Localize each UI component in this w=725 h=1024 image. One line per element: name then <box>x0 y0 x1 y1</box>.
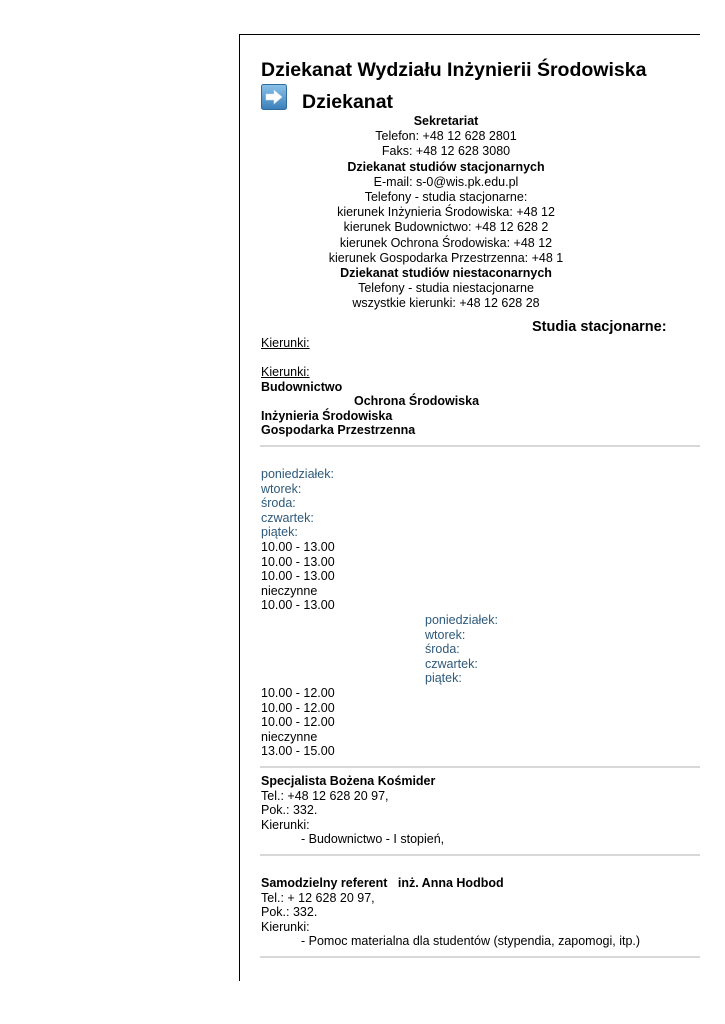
person-title: Specjalista Bożena Kośmider <box>261 774 436 788</box>
day-label: piątek: <box>261 525 298 540</box>
person-kierunki-label: Kierunki: <box>261 919 310 934</box>
person-phone: Tel.: +48 12 628 20 97, <box>261 788 389 803</box>
hours-value: nieczynne <box>261 583 318 598</box>
hours-value: nieczynne <box>261 729 318 744</box>
contact-block <box>239 114 700 312</box>
day-label: środa: <box>261 496 296 511</box>
arrow-right-icon[interactable] <box>261 84 287 110</box>
contact-line: kierunek Gospodarka Przestrzenna: +48 1 <box>328 250 564 265</box>
contact-email[interactable]: E-mail: s-0@wis.pk.edu.pl <box>373 174 519 189</box>
studia-heading: Studia stacjonarne: <box>532 319 667 335</box>
kierunki-list <box>261 365 479 438</box>
person-card <box>261 774 444 847</box>
contact-line: Telefony - studia niestacjonarne <box>358 281 534 296</box>
person-room: Pok.: 332. <box>261 905 318 920</box>
contact-line: kierunek Inżynieria Środowiska: +48 12 <box>337 205 555 220</box>
divider <box>260 445 700 447</box>
contact-line: Dziekanat studiów niestaconarnych <box>340 266 552 281</box>
kierunki-link[interactable]: Kierunki: <box>261 336 310 350</box>
day-label: wtorek: <box>425 627 466 642</box>
schedule2-hours <box>261 686 335 759</box>
contact-line: Faks: +48 12 628 3080 <box>381 144 511 159</box>
kierunek-item: Gospodarka Przestrzenna <box>261 423 416 438</box>
day-label: czwartek: <box>261 510 314 525</box>
person-kierunek-item: - Pomoc materialna dla studentów (stypendia, zapomogi, itp.) <box>301 934 641 949</box>
schedule-stacjonarne <box>261 467 335 613</box>
contact-line: Dziekanat studiów stacjonarnych <box>347 159 545 174</box>
day-label: poniedziałek: <box>425 613 498 627</box>
hours-value: 10.00 - 12.00 <box>261 686 335 700</box>
contact-line: kierunek Budownictwo: +48 12 628 2 <box>343 220 549 235</box>
divider <box>260 766 700 768</box>
contact-line: wszystkie kierunki: +48 12 628 28 <box>352 296 540 311</box>
contact-line: kierunek Ochrona Środowiska: +48 12 <box>339 235 553 250</box>
contact-line: Telefony - studia stacjonarne: <box>364 190 528 205</box>
section-title: Dziekanat <box>302 91 394 113</box>
contact-line: Sekretariat <box>413 114 479 128</box>
hours-value: 10.00 - 12.00 <box>261 700 335 715</box>
kierunek-item: Budownictwo <box>261 379 343 394</box>
day-label: poniedziałek: <box>261 467 334 481</box>
kierunki-label: Kierunki: <box>261 365 310 379</box>
person-kierunki-label: Kierunki: <box>261 817 310 832</box>
person-kierunek-item: - Budownictwo - I stopień, <box>301 832 445 847</box>
divider <box>260 956 700 958</box>
contact-line: Telefon: +48 12 628 2801 <box>375 129 517 144</box>
hours-value: 10.00 - 13.00 <box>261 539 335 554</box>
divider <box>260 854 700 856</box>
day-label: środa: <box>425 642 460 657</box>
day-label: piątek: <box>425 671 462 686</box>
day-label: czwartek: <box>425 656 478 671</box>
person-room: Pok.: 332. <box>261 803 318 818</box>
kierunek-item: Inżynieria Środowiska <box>261 408 393 423</box>
page-frame <box>239 34 700 981</box>
schedule2-days <box>425 613 498 686</box>
hours-value: 10.00 - 13.00 <box>261 598 335 613</box>
kierunek-item: Ochrona Środowiska <box>354 394 480 409</box>
page-title: Dziekanat Wydziału Inżynierii Środowiska <box>261 59 647 81</box>
hours-value: 10.00 - 12.00 <box>261 715 335 730</box>
hours-value: 10.00 - 13.00 <box>261 569 335 584</box>
hours-value: 13.00 - 15.00 <box>261 744 335 759</box>
person-card <box>261 876 640 949</box>
hours-value: 10.00 - 13.00 <box>261 554 335 569</box>
day-label: wtorek: <box>261 481 302 496</box>
person-title: Samodzielny referent inż. Anna Hodbod <box>261 876 504 890</box>
person-phone: Tel.: + 12 628 20 97, <box>261 890 375 905</box>
